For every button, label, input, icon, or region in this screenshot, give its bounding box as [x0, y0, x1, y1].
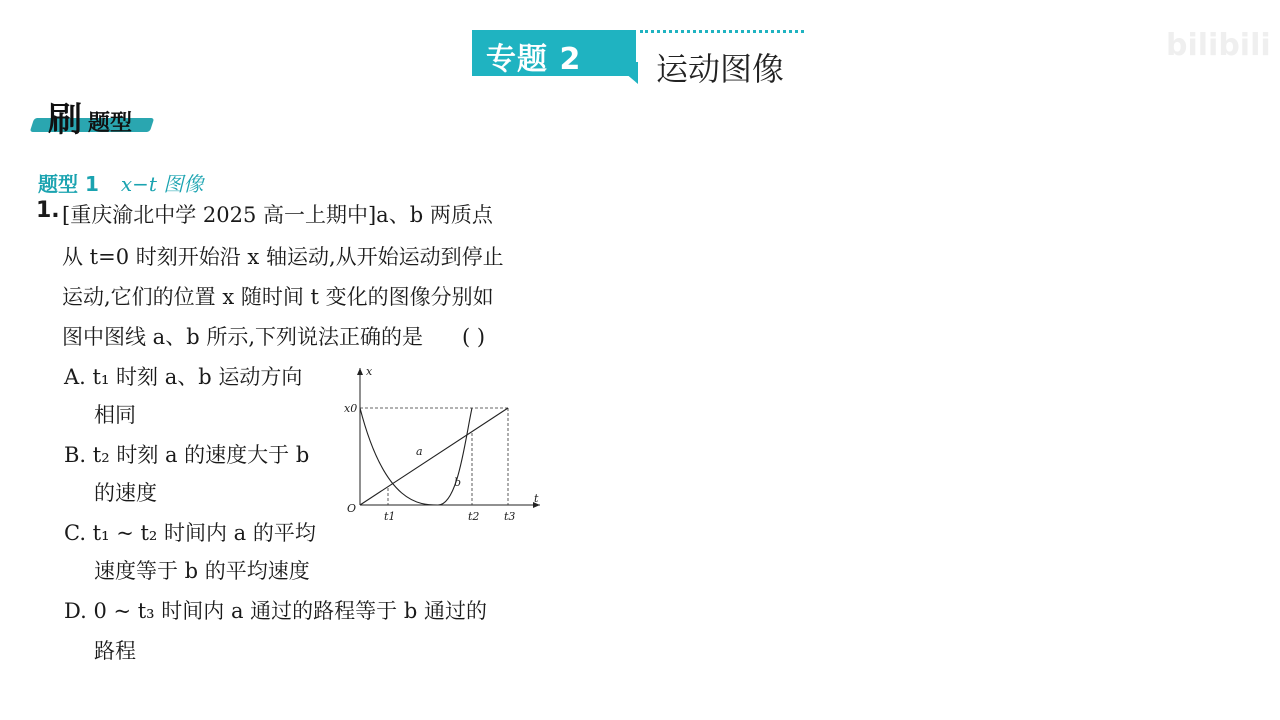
x-axis-arrow: [357, 368, 363, 375]
question-type-label: 题型 1: [38, 172, 99, 196]
option-b-line1: B. t₂ 时刻 a 的速度大于 b: [64, 443, 310, 467]
option-d-line2: 路程: [94, 639, 136, 663]
t2-label: t2: [468, 510, 480, 523]
bilibili-watermark: bilibili: [1166, 28, 1271, 63]
line-a-label: a: [416, 445, 423, 458]
question-number: 1.: [36, 198, 60, 223]
option-c-line2: 速度等于 b 的平均速度: [94, 559, 310, 583]
topic-banner-tail: [612, 62, 638, 84]
option-b-line2: 的速度: [94, 481, 157, 505]
topic-title: 运动图像: [656, 50, 785, 88]
option-d-line1: D. 0 ~ t₃ 时间内 a 通过的路程等于 b 通过的: [64, 599, 487, 623]
topic-dotted-rule: [640, 30, 804, 33]
origin-label: O: [347, 502, 357, 515]
question-stem-line: 从 t=0 时刻开始沿 x 轴运动,从开始运动到停止: [62, 245, 504, 269]
question-stem-line: 图中图线 a、b 所示,下列说法正确的是: [62, 325, 423, 349]
x0-label: x0: [344, 402, 358, 415]
section-tag-sub: 题型: [88, 111, 133, 136]
x-t-graph: [330, 360, 550, 530]
x-axis-label: x: [366, 365, 373, 378]
option-c-line1: C. t₁ ~ t₂ 时间内 a 的平均: [64, 521, 316, 545]
topic-banner-label: 专题 2: [486, 42, 582, 77]
line-a: [360, 408, 508, 505]
option-a-line1: A. t₁ 时刻 a、b 运动方向: [64, 365, 303, 389]
question-type-graph-name: x−t 图像: [120, 172, 204, 196]
t1-label: t1: [384, 510, 396, 523]
question-stem-line: 运动,它们的位置 x 随时间 t 变化的图像分别如: [62, 285, 494, 309]
question-type-heading: [38, 168, 203, 197]
t3-label: t3: [504, 510, 516, 523]
answer-bracket: ( ): [462, 325, 486, 349]
curve-b-label: b: [454, 476, 462, 489]
t-axis-label: t: [534, 492, 539, 505]
option-a-line2: 相同: [94, 403, 136, 427]
question-stem-line: [重庆渝北中学 2025 高一上期中]a、b 两质点: [62, 203, 493, 227]
section-tag-main: 刷: [48, 100, 82, 140]
